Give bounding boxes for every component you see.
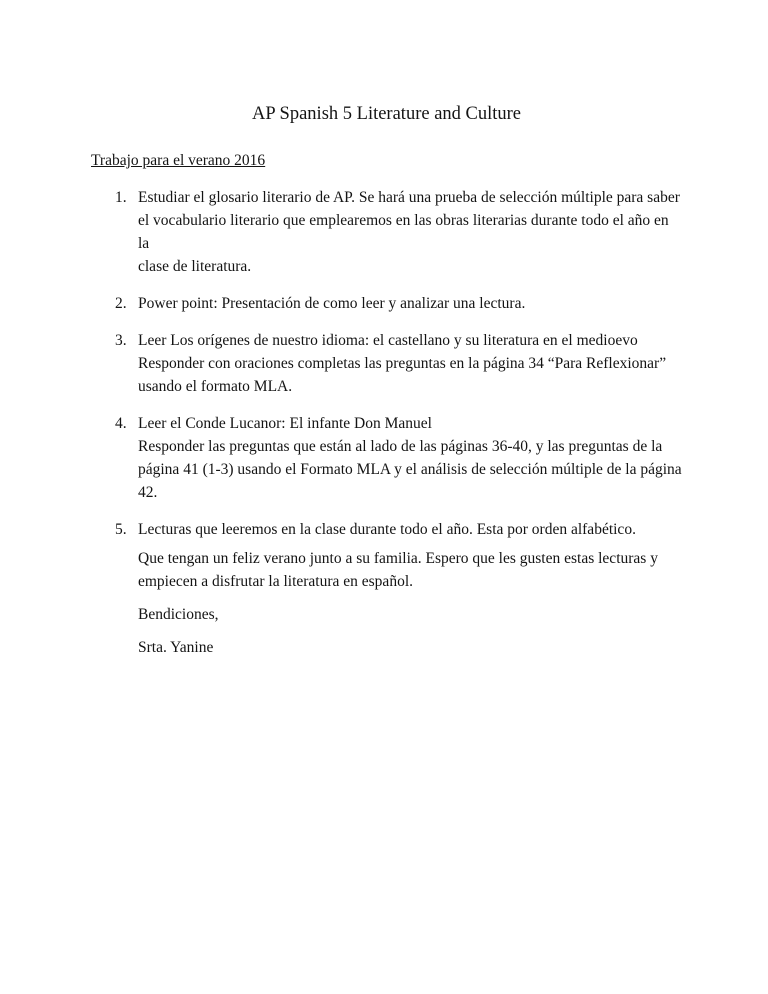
document-title: AP Spanish 5 Literature and Culture <box>251 104 522 124</box>
list-item-number: 2. <box>115 295 127 312</box>
text-line: empiecen a disfrutar la literatura en español. <box>138 573 413 590</box>
text-line: Power point: Presentación de como leer y analizar una lectura. <box>138 295 526 312</box>
text-line: 42. <box>138 484 158 501</box>
text-line: página 41 (1-3) usando el Formato MLA y el análisis de selección múltiple de la página <box>138 461 682 478</box>
list-item <box>115 412 682 504</box>
text-line: usando el formato MLA. <box>138 378 293 395</box>
text-line: Que tengan un feliz verano junto a su familia. Espero que les gusten estas lecturas y <box>138 550 658 567</box>
closing-paragraph <box>138 547 682 593</box>
list-item <box>115 186 682 278</box>
list-item <box>115 292 682 315</box>
text-line: Leer el Conde Lucanor: El infante Don Manuel <box>138 415 432 432</box>
signoff-text: Bendiciones, <box>138 606 219 623</box>
list-item-text <box>138 412 682 504</box>
list-item-text <box>138 329 682 398</box>
text-line: el vocabulario literario que emplearemos en las obras literarias durante todo el año en la <box>138 212 669 252</box>
text-line: Responder con oraciones completas las preguntas en la página 34 “Para Reflexionar” <box>138 355 667 372</box>
list-item <box>115 329 682 398</box>
list-item-number: 4. <box>115 415 127 432</box>
section-heading: Trabajo para el verano 2016 <box>91 152 266 169</box>
list-item-text <box>138 186 682 278</box>
text-line: Estudiar el glosario literario de AP. Se hará una prueba de selección múltiple para saber <box>138 189 680 206</box>
signature-text: Srta. Yanine <box>138 639 214 656</box>
list-item-number: 1. <box>115 189 127 206</box>
text-line: Leer Los orígenes de nuestro idioma: el castellano y su literatura en el medioevo <box>138 332 638 349</box>
text-line: Lecturas que leeremos en la clase durante todo el año. Esta por orden alfabético. <box>138 521 636 538</box>
assignment-list <box>91 186 682 541</box>
list-item-text <box>138 292 682 315</box>
text-line: Responder las preguntas que están al lado de las páginas 36-40, y las preguntas de la <box>138 438 663 455</box>
text-line: clase de literatura. <box>138 258 252 275</box>
list-item <box>115 518 682 541</box>
list-item-text <box>138 518 682 541</box>
list-item-number: 3. <box>115 332 127 349</box>
list-item-number: 5. <box>115 521 127 538</box>
